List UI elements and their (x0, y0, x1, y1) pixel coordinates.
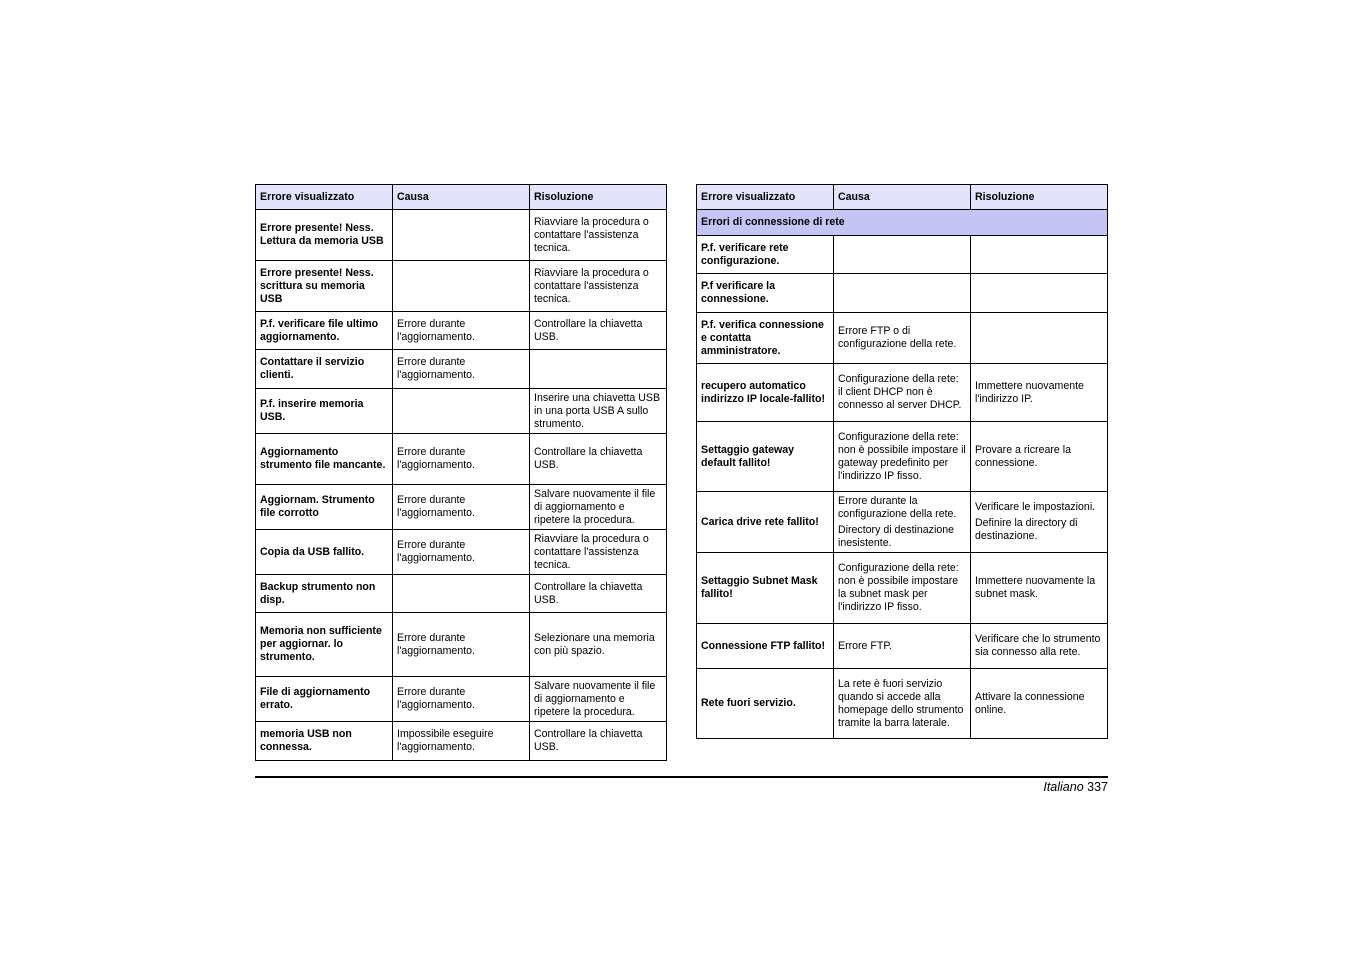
cause-text: Errore durante l'aggiornamento. (397, 539, 475, 564)
cause-cell (393, 389, 530, 434)
error-message: Errore presente! Ness. Lettura da memoria USB (256, 210, 393, 261)
resolution-cell (971, 669, 1108, 739)
error-message: Aggiornamento strumento file mancante. (256, 434, 393, 485)
resolution-cell (530, 434, 667, 485)
error-message: Backup strumento non disp. (256, 575, 393, 613)
page-footer (1043, 780, 1108, 794)
table-row (256, 434, 667, 485)
error-message: Errore presente! Ness. scrittura su memoria USB (256, 261, 393, 312)
left-table-body (256, 210, 667, 761)
resolution-cell (971, 364, 1108, 422)
resolution-text: Salvare nuovamente il file di aggiornamento e ripetere la procedura. (534, 679, 656, 718)
error-message: memoria USB non connessa. (256, 722, 393, 761)
cause-cell (393, 210, 530, 261)
table-row (256, 312, 667, 350)
error-message: Carica drive rete fallito! (697, 492, 834, 553)
resolution-cell (530, 261, 667, 312)
table-row (256, 722, 667, 761)
table-row (256, 261, 667, 312)
resolution-text: Selezionare una memoria con più spazio. (534, 631, 655, 657)
resolution-cell (971, 236, 1108, 274)
header-resolution: Risoluzione (971, 185, 1108, 210)
cause-text: Configurazione della rete: non è possibile impostare la subnet mask per l'indirizzo IP fisso. (838, 562, 959, 613)
cause-cell (393, 485, 530, 530)
resolution-cell (971, 553, 1108, 624)
error-message: Copia da USB fallito. (256, 530, 393, 575)
cause-cell (393, 575, 530, 613)
cause-text: Errore durante l'aggiornamento. (397, 356, 475, 381)
cause-text: La rete è fuori servizio quando si accede alla homepage dello strumento tramite la barra laterale. (838, 677, 964, 729)
resolution-text: Riavviare la procedura o contattare l'assistenza tecnica. (534, 266, 649, 305)
table-row (697, 553, 1108, 624)
resolution-cell (530, 312, 667, 350)
resolution-cell (530, 350, 667, 389)
header-error: Errore visualizzato (256, 185, 393, 210)
error-message: Settaggio gateway default fallito! (697, 422, 834, 492)
table-row (256, 677, 667, 722)
cause-text: Errore FTP. (838, 639, 892, 652)
header-resolution: Risoluzione (530, 185, 667, 210)
resolution-cell (530, 530, 667, 575)
table-row (256, 613, 667, 677)
cause-cell (834, 236, 971, 274)
table-row (697, 274, 1108, 313)
cause-text: Configurazione della rete: il client DHCP non è connesso al server DHCP. (838, 373, 962, 411)
section-row (697, 210, 1108, 236)
resolution-text: Salvare nuovamente il file di aggiornamento e ripetere la procedura. (534, 487, 656, 526)
error-message: P.f verificare la connessione. (697, 274, 834, 313)
resolution-cell (971, 422, 1108, 492)
resolution-text: Controllare la chiavetta USB. (534, 580, 643, 606)
error-message: recupero automatico indirizzo IP locale-fallito! (697, 364, 834, 422)
cause-cell (393, 530, 530, 575)
error-message: P.f. verificare file ultimo aggiornamento. (256, 312, 393, 350)
resolution-cell (971, 492, 1108, 553)
cause-text: Configurazione della rete: non è possibile impostare il gateway predefinito per l'indirizzo IP fisso. (838, 430, 966, 482)
left-error-table (255, 184, 667, 761)
table-row (697, 422, 1108, 492)
resolution-text: Provare a ricreare la connessione. (975, 443, 1071, 469)
resolution-text: Verificare le impostazioni. (975, 501, 1096, 513)
resolution-cell (530, 677, 667, 722)
error-message: P.f. verificare rete configurazione. (697, 236, 834, 274)
cause-cell (393, 722, 530, 761)
cause-text: Errore durante l'aggiornamento. (397, 631, 475, 657)
table-row (697, 236, 1108, 274)
table-row (256, 575, 667, 613)
cause-text: Errore durante l'aggiornamento. (397, 494, 475, 519)
resolution-cell (530, 485, 667, 530)
cause-text: Impossibile eseguire l'aggiornamento. (397, 728, 494, 753)
resolution-cell (971, 274, 1108, 313)
table-row (256, 530, 667, 575)
resolution-text: Definire la directory di destinazione. (975, 517, 1078, 542)
header-cause: Causa (393, 185, 530, 210)
resolution-cell (530, 575, 667, 613)
right-error-table (696, 184, 1108, 739)
resolution-cell (530, 210, 667, 261)
table-header-row (697, 185, 1108, 210)
resolution-cell (971, 624, 1108, 669)
resolution-cell (530, 613, 667, 677)
table-row (256, 210, 667, 261)
resolution-text: Immettere nuovamente l'indirizzo IP. (975, 379, 1084, 405)
resolution-text: Riavviare la procedura o contattare l'assistenza tecnica. (534, 532, 649, 571)
table-row (697, 669, 1108, 739)
cause-text: Directory di destinazione inesistente. (838, 523, 954, 549)
cause-text: Errore durante la configurazione della rete. (838, 494, 957, 520)
error-message: Rete fuori servizio. (697, 669, 834, 739)
cause-cell (834, 553, 971, 624)
table-row (697, 364, 1108, 422)
resolution-text: Controllare la chiavetta USB. (534, 728, 643, 753)
cause-cell (393, 613, 530, 677)
footer-language: Italiano (1043, 780, 1084, 794)
error-message: Memoria non sufficiente per aggiornar. lo strumento. (256, 613, 393, 677)
error-message: Settaggio Subnet Mask fallito! (697, 553, 834, 624)
table-row (697, 624, 1108, 669)
section-title: Errori di connessione di rete (697, 210, 1108, 236)
table-header-row (256, 185, 667, 210)
cause-cell (834, 624, 971, 669)
cause-cell (834, 313, 971, 364)
error-message: Aggiornam. Strumento file corrotto (256, 485, 393, 530)
cause-cell (393, 677, 530, 722)
cause-text: Errore durante l'aggiornamento. (397, 317, 475, 343)
cause-cell (393, 261, 530, 312)
right-table-body (697, 210, 1108, 739)
table-row (256, 389, 667, 434)
header-cause: Causa (834, 185, 971, 210)
cause-cell (393, 350, 530, 389)
error-message: Connessione FTP fallito! (697, 624, 834, 669)
error-message: Contattare il servizio clienti. (256, 350, 393, 389)
error-message: P.f. inserire memoria USB. (256, 389, 393, 434)
resolution-text: Verificare che lo strumento sia connesso alla rete. (975, 633, 1101, 658)
footer-rule (255, 776, 1108, 778)
resolution-cell (971, 313, 1108, 364)
cause-cell (393, 312, 530, 350)
cause-cell (834, 364, 971, 422)
resolution-cell (530, 722, 667, 761)
cause-cell (834, 669, 971, 739)
resolution-text: Inserire una chiavetta USB in una porta USB A sullo strumento. (534, 391, 661, 430)
resolution-text: Attivare la connessione online. (975, 690, 1085, 716)
cause-cell (834, 274, 971, 313)
cause-cell (834, 422, 971, 492)
resolution-text: Immettere nuovamente la subnet mask. (975, 575, 1096, 600)
cause-text: Errore FTP o di configurazione della rete. (838, 325, 957, 350)
table-row (697, 313, 1108, 364)
table-row (697, 492, 1108, 553)
resolution-text: Riavviare la procedura o contattare l'assistenza tecnica. (534, 215, 649, 254)
cause-cell (393, 434, 530, 485)
cause-text: Errore durante l'aggiornamento. (397, 446, 475, 471)
page-number: 337 (1087, 780, 1108, 794)
table-row (256, 485, 667, 530)
resolution-text: Controllare la chiavetta USB. (534, 446, 643, 471)
resolution-text: Controllare la chiavetta USB. (534, 317, 643, 343)
cause-text: Errore durante l'aggiornamento. (397, 686, 475, 711)
resolution-cell (530, 389, 667, 434)
header-error: Errore visualizzato (697, 185, 834, 210)
error-message: P.f. verifica connessione e contatta amministratore. (697, 313, 834, 364)
table-row (256, 350, 667, 389)
error-message: File di aggiornamento errato. (256, 677, 393, 722)
cause-cell (834, 492, 971, 553)
